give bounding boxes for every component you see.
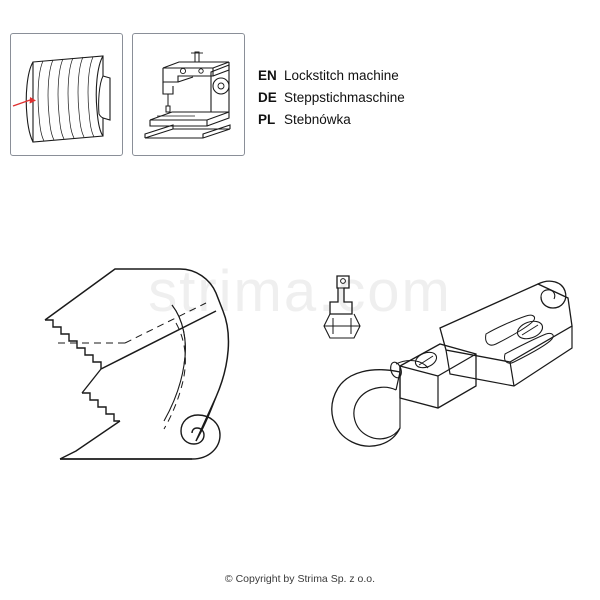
fabric-illustration (11, 34, 122, 155)
presser-foot-illustration (300, 258, 590, 468)
sewing-machine-illustration-box (132, 33, 245, 156)
language-row-en (258, 68, 508, 90)
folded-hem-illustration (20, 245, 290, 495)
folder-attachment-part (332, 281, 572, 446)
watermark-text: strima.com (148, 259, 452, 324)
language-row-pl (258, 112, 508, 134)
copyright-footer: © Copyright by Strima Sp. z o.o. (224, 573, 376, 585)
language-label-de: Steppstichmaschine (284, 90, 405, 105)
language-row-de (258, 90, 508, 112)
language-label-en: Lockstitch machine (284, 68, 399, 83)
language-list (258, 68, 508, 134)
language-code-pl: PL (258, 112, 276, 127)
fabric-illustration-box (10, 33, 123, 156)
language-code-de: DE (258, 90, 277, 105)
language-code-en: EN (258, 68, 277, 83)
language-label-pl: Stebnówka (284, 112, 351, 127)
sewing-machine-illustration (133, 34, 244, 155)
presser-foot-part (324, 276, 360, 338)
